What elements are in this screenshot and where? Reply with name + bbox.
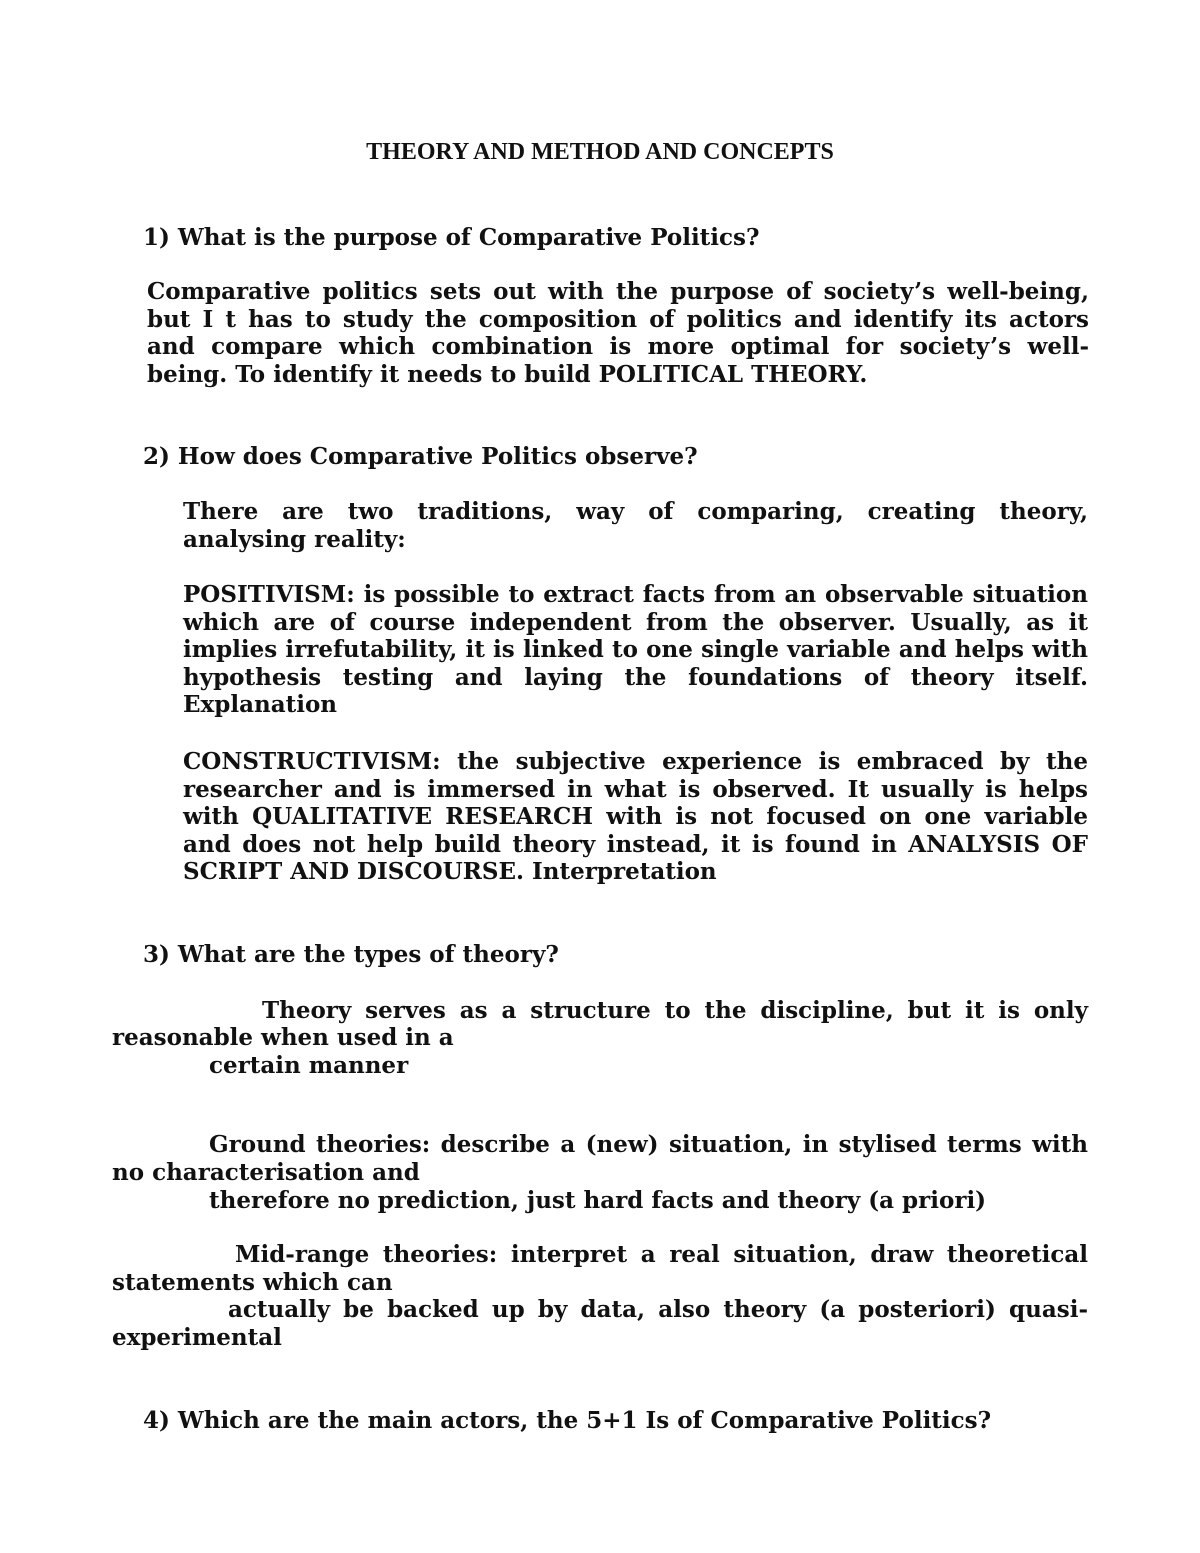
mid-range-theories-line: statements which can xyxy=(112,1269,393,1296)
mid-range-theories-line: experimental xyxy=(112,1324,282,1351)
question-3: 3) What are the types of theory? xyxy=(143,941,559,968)
question-4: 4) Which are the main actors, the 5+1 Is of Comparative Politics? xyxy=(143,1407,992,1434)
theory-intro-line: certain manner xyxy=(209,1052,409,1079)
question-1: 1) What is the purpose of Comparative Politics? xyxy=(143,224,760,251)
theory-intro-line: Theory serves as a structure to the discipline, but it is only xyxy=(262,997,1088,1024)
question-2: 2) How does Comparative Politics observe? xyxy=(143,443,698,470)
ground-theories-line: therefore no prediction, just hard facts and theory (a priori) xyxy=(209,1187,987,1214)
ground-theories-line: Ground theories: describe a (new) situation, in stylised terms with xyxy=(209,1131,1088,1158)
document-title: THEORY AND METHOD AND CONCEPTS xyxy=(366,139,834,165)
theory-intro-line: reasonable when used in a xyxy=(112,1024,454,1051)
answer-1-paragraph: Comparative politics sets out with the purpose of society’s well-being, but I t has to study the composition of politics and identify its actors and compare which combination is more optimal for society’s well-being. To identify it needs to build POLITICAL THEORY. xyxy=(147,278,1089,388)
constructivism-paragraph: CONSTRUCTIVISM: the subjective experience is embraced by the researcher and is immersed in what is observed. It usually is helps with QUALITATIVE RESEARCH with is not focused on one variable and does not help build theory instead, it is found in ANALYSIS OF SCRIPT AND DISCOURSE. Interpretation xyxy=(183,748,1088,885)
q2-intro-paragraph: There are two traditions, way of comparing, creating theory, analysing reality: xyxy=(183,498,1088,553)
ground-theories-line: no characterisation and xyxy=(112,1159,420,1186)
mid-range-theories-line: Mid-range theories: interpret a real situation, draw theoretical xyxy=(235,1241,1088,1268)
positivism-paragraph: POSITIVISM: is possible to extract facts from an observable situation which are of course independent from the observer. Usually, as it implies irrefutability, it is linked to one single variable and helps with hypothesis testing and laying the foundations of theory itself. Explanation xyxy=(183,581,1088,718)
mid-range-theories-line: actually be backed up by data, also theory (a posteriori) quasi- xyxy=(228,1296,1088,1323)
